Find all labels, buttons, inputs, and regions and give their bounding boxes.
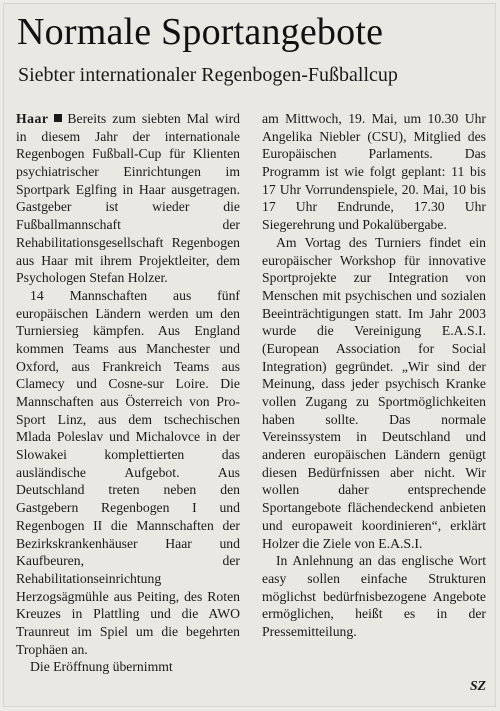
article-column-right (262, 110, 486, 705)
dateline: Haar (16, 111, 49, 126)
paragraph-3-continued: am Mittwoch, 19. Mai, um 10.30 Uhr Angelika Niebler (CSU), Mitglied des Europäischen Parlaments. Das Programm ist wie folgt geplant: 11 bis 17 Uhr Vorrundenspiele, 20. Mai, 10 bis 17 Uhr Endrunde, 17.30 Uhr Siegerehrung und Pokalübergabe. (262, 111, 486, 233)
author-signature: SZ (470, 678, 486, 694)
article-column-left (16, 110, 240, 705)
newspaper-clipping (3, 3, 496, 707)
headline: Normale Sportangebote (17, 11, 384, 53)
subheadline: Siebter internationaler Regenbogen-Fußballcup (18, 64, 398, 86)
paragraph-4: Am Vortag des Turniers findet ein europäischer Workshop für innovative Sportprojekte zur Integration von Menschen mit psychischen und sozialen Beeinträchtigungen statt. Im Jahr 2003 wurde die Vereinigung E.A.S.I. (European Association for Social Integration) gegründet. „Wir sind der Meinung, dass jeder psychisch Kranke vollen Zugang zu Sportmöglichkeiten haben sollte. Das normale Vereinssystem in Deutschland und anderen europäischen Ländern genügt diesen Bedürfnissen aber nicht. Wir wollen daher entsprechende Sportangebote flächendeckend anbieten und europaweit koordinieren“, erklärt Holzer die Ziele von E.A.S.I. (262, 234, 486, 551)
paragraph-3-start: Die Eröffnung übernimmt (30, 659, 173, 675)
paragraph-2: 14 Mannschaften aus fünf europäischen Ländern werden um den Turniersieg kämpfen. Aus England kommen Teams aus Manchester und Oxford, aus Frankreich Teams aus Clamecy und Cosne-sur Loire. Die Mannschaften aus Österreich von Pro-Sport Linz, aus dem tschechischen Mlada Poleslav und Michalovce in der Slowakei komplettierten das ausländische Aufgebot. Aus Deutschland treten neben den Gastgebern Regenbogen I und Regenbogen II die Mannschaften der Bezirkskrankenhäuser Haar und Kaufbeuren, der Rehabilitationseinrichtung Herzogsägmühle aus Peiting, des Roten Kreuzes in Plattling und die AWO Traunreut im Spiel um die begehrten Trophäen an. (16, 287, 240, 657)
paragraph-1 (16, 110, 240, 287)
square-bullet-icon (54, 114, 62, 122)
paragraph-1-text: Bereits zum siebten Mal wird in diesem Jahr der internationale Regenbogen Fußball-Cup für Klienten psychiatrischer Einrichtungen im Sportpark Eglfing in Haar ausgetragen. Gastgeber ist wieder die Fußballmannschaft der Rehabilitationsgesellschaft Regenbogen aus Haar mit ihrem Projektleiter, dem Psychologen Stefan Holzer. (16, 111, 240, 286)
paragraph-5: In Anlehnung an das englische Wort easy sollen einfache Strukturen möglichst bedürfnisbezogene Angebote ermöglichen, heißt es in der Pressemitteilung. (262, 553, 486, 639)
